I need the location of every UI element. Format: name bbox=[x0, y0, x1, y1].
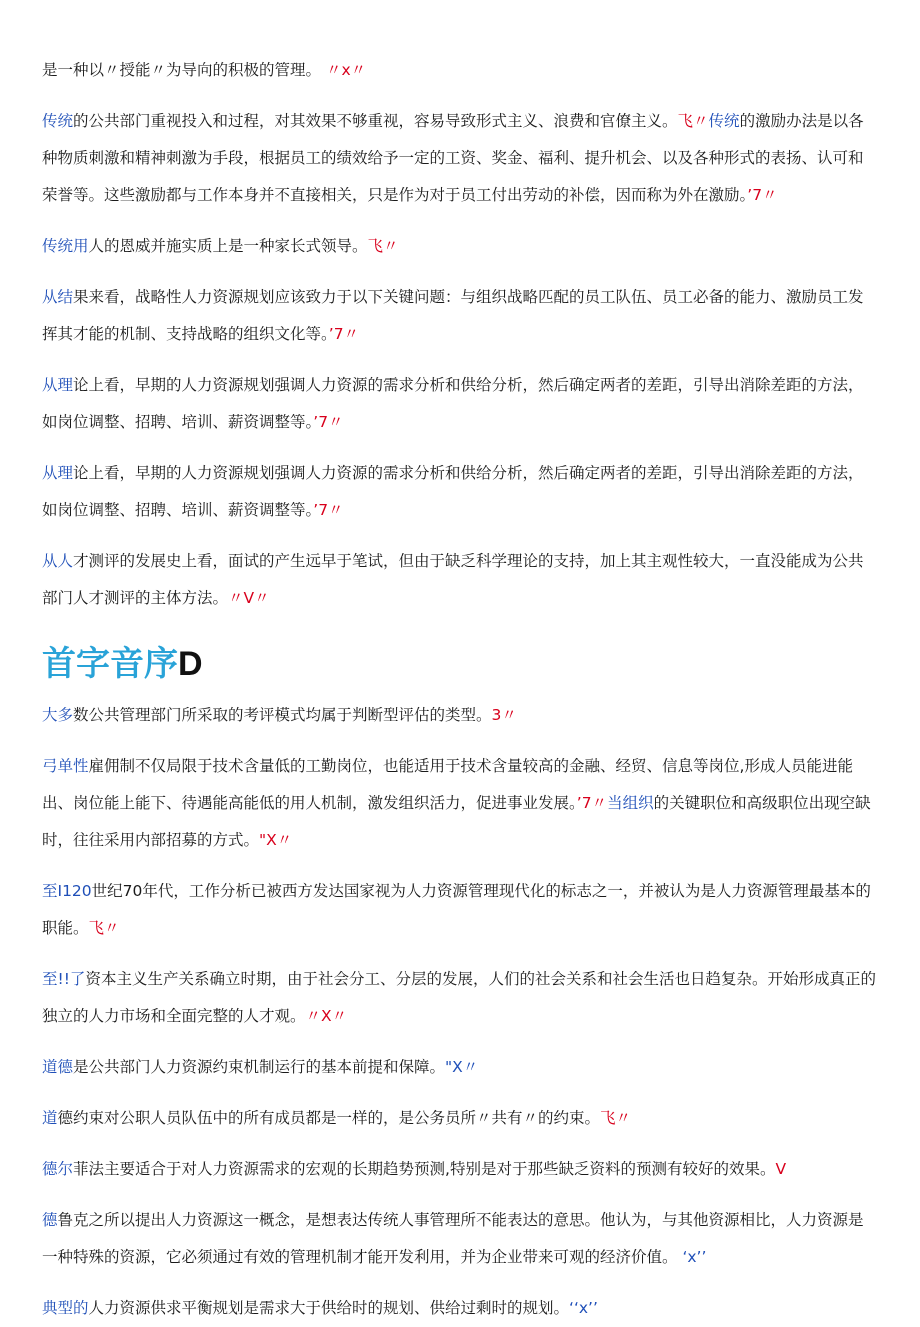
answer-mark: ’7〃 bbox=[328, 325, 360, 343]
answer-mark: 〃x〃 bbox=[321, 61, 367, 79]
answer-paragraph bbox=[42, 1290, 876, 1327]
keyword-text: 弓单性 bbox=[42, 757, 89, 775]
answer-paragraph bbox=[42, 455, 876, 529]
paragraph-group-t-c bbox=[42, 52, 876, 617]
keyword-text: 德 bbox=[42, 1211, 58, 1229]
keyword-text: 传统用 bbox=[42, 237, 89, 255]
statement-text: 菲法主要适合于对人力资源需求的宏观的长期趋势预测,特别是对于那些缺乏资料的预测有较好的效果。 bbox=[73, 1160, 776, 1178]
answer-paragraph bbox=[42, 961, 876, 1035]
answer-mark: 〃V〃 bbox=[228, 589, 270, 607]
answer-paragraph bbox=[42, 367, 876, 441]
answer-mark: 飞〃 bbox=[677, 112, 709, 130]
statement-text: 数公共管理部门所采取的考评模式均属于判断型评估的类型。 bbox=[73, 706, 492, 724]
statement-text: 世纪70年代，工作分析已被西方发达国家视为人力资源管理现代化的标志之一，并被认为是人力资源管理最基本的职能。 bbox=[42, 882, 871, 937]
keyword-text: 道德 bbox=[42, 1058, 74, 1076]
answer-paragraph bbox=[42, 52, 876, 89]
statement-text: 鲁克之所以提出人力资源这一概念，是想表达传统人事管理所不能表达的意思。他认为，与其他资源相比，人力资源是一种特殊的资源，它必须通过有效的管理机制才能开发利用，并为企业带来可观的经济价值。 bbox=[42, 1211, 864, 1266]
keyword-text: 当组织 bbox=[607, 794, 654, 812]
answer-mark: ’7〃 bbox=[747, 186, 778, 204]
answer-mark: 〃X〃 bbox=[305, 1007, 348, 1025]
keyword-text: ‘x’’ bbox=[677, 1248, 707, 1266]
statement-text: 是公共部门人力资源约束机制运行的基本前提和保障。 bbox=[73, 1058, 446, 1076]
answer-paragraph bbox=[42, 697, 876, 734]
statement-text: 的关键职位和高级职位出现空缺时，往往采用内部招募的方式。 bbox=[42, 794, 871, 849]
statement-text: 的激励办法是以各种物质刺激和精神刺激为手段，根据员工的绩效给予一定的工资、奖金、福利、提升机会、以及各种形式的表扬、认可和荣誉等。这些激励都与工作本身并不直接相关，只是作为对于员工付出劳动的补偿，因而称为外在激励。 bbox=[42, 112, 864, 204]
answer-mark: ’7〃 bbox=[313, 501, 344, 519]
answer-mark: 飞〃 bbox=[367, 237, 399, 255]
statement-text: 资本主义生产关系确立时期，由于社会分工、分层的发展，人们的社会关系和社会生活也日趋复杂。开始形成真正的独立的人力市场和全面完整的人才观。 bbox=[42, 970, 876, 1025]
answer-paragraph bbox=[42, 748, 876, 859]
keyword-text: 从理 bbox=[42, 464, 74, 482]
keyword-text: 大多 bbox=[42, 706, 74, 724]
keyword-text: 至!!了 bbox=[42, 970, 86, 988]
statement-text: 的公共部门重视投入和过程，对其效果不够重视，容易导致形式主义、浪费和官僚主义。 bbox=[73, 112, 678, 130]
answer-paragraph bbox=[42, 1151, 876, 1188]
keyword-text: 典型的 bbox=[42, 1299, 89, 1317]
statement-text: 果来看，战略性人力资源规划应该致力于以下关键问题：与组织战略匹配的员工队伍、员工必备的能力、激励员工发挥其才能的机制、支持战略的组织文化等。 bbox=[42, 288, 864, 343]
answer-mark: 飞〃 bbox=[600, 1109, 632, 1127]
statement-text: 才测评的发展史上看，面试的产生远早于笔试，但由于缺乏科学理论的支持，加上其主观性较大，一直没能成为公共部门人才测评的主体方法。 bbox=[42, 552, 864, 607]
answer-mark: 3〃 bbox=[491, 706, 517, 724]
answer-mark: ’7〃 bbox=[313, 413, 344, 431]
statement-text: 人力资源供求平衡规划是需求大于供给时的规划、供给过剩时的规划。 bbox=[88, 1299, 570, 1317]
answer-paragraph bbox=[42, 1100, 876, 1137]
heading-letter: D bbox=[178, 645, 203, 683]
answer-paragraph bbox=[42, 228, 876, 265]
keyword-text: 传统 bbox=[708, 112, 740, 130]
answer-mark: V bbox=[775, 1160, 787, 1178]
answer-paragraph bbox=[42, 543, 876, 617]
answer-mark: ’7〃 bbox=[576, 794, 608, 812]
keyword-text: 传统 bbox=[42, 112, 74, 130]
answer-mark: "X〃 bbox=[259, 831, 293, 849]
keyword-text: "X〃 bbox=[445, 1058, 479, 1076]
statement-text: 论上看，早期的人力资源规划强调人力资源的需求分析和供给分析，然后确定两者的差距，引导出消除差距的方法，如岗位调整、招聘、培训、薪资调整等。 bbox=[42, 464, 864, 519]
answer-paragraph bbox=[42, 1049, 876, 1086]
keyword-text: ‘‘x’’ bbox=[569, 1299, 598, 1317]
statement-text: 是一种以〃授能〃为导向的积极的管理。 bbox=[42, 61, 322, 79]
paragraph-group-d bbox=[42, 697, 876, 1327]
answer-paragraph bbox=[42, 103, 876, 214]
heading-prefix: 首字音序 bbox=[42, 644, 178, 684]
keyword-text: 从人 bbox=[42, 552, 74, 570]
answer-paragraph bbox=[42, 1202, 876, 1276]
answer-paragraph bbox=[42, 279, 876, 353]
keyword-text: 从结 bbox=[42, 288, 74, 306]
answer-paragraph bbox=[42, 873, 876, 947]
keyword-text: 从理 bbox=[42, 376, 74, 394]
statement-text: 德约束对公职人员队伍中的所有成员都是一样的，是公务员所〃共有〃的约束。 bbox=[57, 1109, 601, 1127]
section-heading bbox=[42, 639, 876, 689]
statement-text: 雇佣制不仅局限于技术含量低的工勤岗位，也能适用于技术含量较高的金融、经贸、信息等岗位,形成人员能进能出、岗位能上能下、待遇能高能低的用人机制，激发组织活力，促进事业发展。 bbox=[42, 757, 853, 812]
keyword-text: 德尔 bbox=[42, 1160, 74, 1178]
answer-mark: 飞〃 bbox=[88, 919, 120, 937]
statement-text: 人的恩威并施实质上是一种家长式领导。 bbox=[88, 237, 368, 255]
keyword-text: 道 bbox=[42, 1109, 58, 1127]
statement-text: 论上看，早期的人力资源规划强调人力资源的需求分析和供给分析，然后确定两者的差距，引导出消除差距的方法，如岗位调整、招聘、培训、薪资调整等。 bbox=[42, 376, 864, 431]
keyword-text: 至I120 bbox=[42, 882, 92, 900]
